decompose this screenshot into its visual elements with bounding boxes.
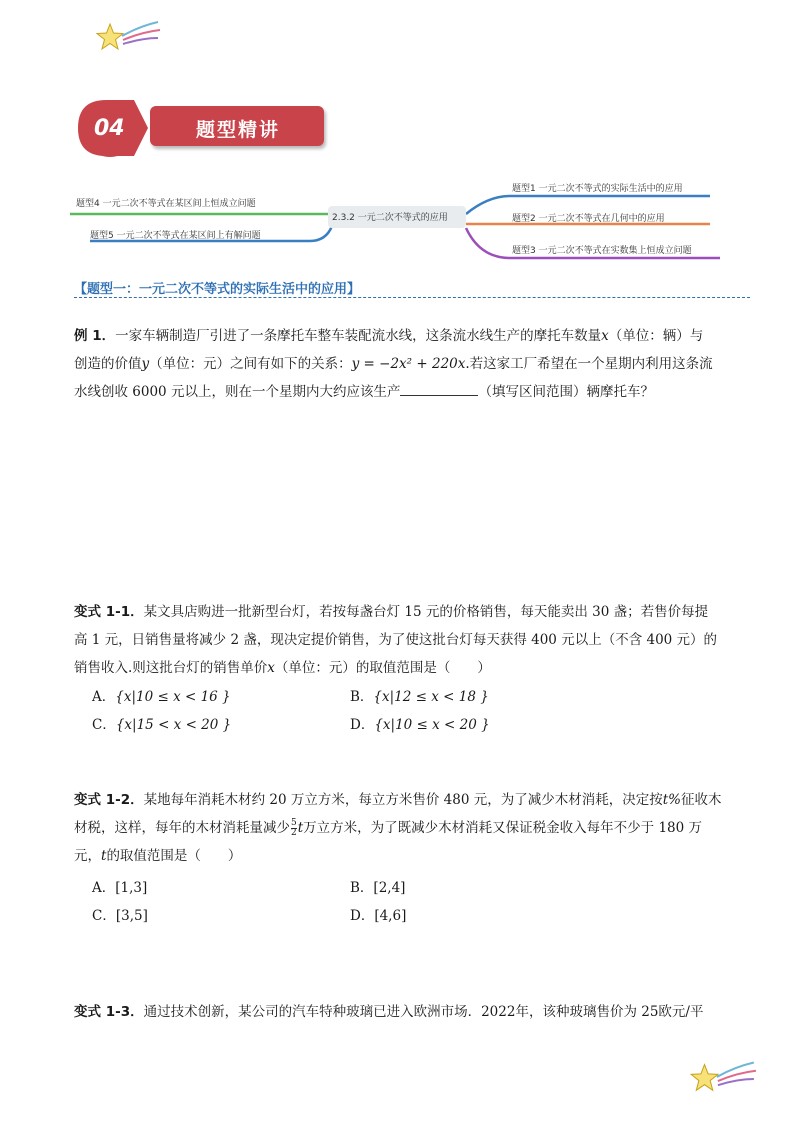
fraction: $\frac{5}{2}$ xyxy=(291,818,297,838)
star-decoration-icon xyxy=(686,1058,758,1100)
example-1-line-3: 水线创收 6000 元以上，则在一个星期内大约应该生产 （填写区间范围）辆摩托车？ xyxy=(74,378,754,406)
example-1-line-1: 例 1．一家车辆制造厂引进了一条摩托车整车装配流水线，这条流水线生产的摩托车数量x（单位：辆）与 xyxy=(74,328,704,344)
mindmap-item-1: 题型1 一元二次不等式的实际生活中的应用 xyxy=(512,184,683,194)
mindmap-item-2: 题型2 一元二次不等式在几何中的应用 xyxy=(512,214,665,224)
star-decoration-icon xyxy=(92,18,162,58)
variant-1-3-label: 变式 1-3． xyxy=(74,1004,144,1020)
section-title: 【题型一：一元二次不等式的实际生活中的应用】 xyxy=(74,282,361,297)
variant-1-1-label: 变式 1-1． xyxy=(74,604,144,620)
variant-1-3: 变式 1-3．通过技术创新，某公司的汽车特种玻璃已进入欧洲市场．2022年，该种玻璃售价为 25欧元/平 xyxy=(74,1004,704,1020)
mindmap-item-5: 题型5 一元二次不等式在某区间上有解问题 xyxy=(90,231,261,241)
option-b[interactable]: B．[2,4] xyxy=(350,880,406,896)
mindmap-center-node: 2.3.2 一元二次不等式的应用 xyxy=(332,213,448,223)
option-b[interactable]: B．{x|12 ≤ x < 18 } xyxy=(350,689,489,705)
banner-title: 题型精讲 xyxy=(196,119,281,141)
option-c[interactable]: C．[3,5] xyxy=(92,908,148,924)
example-1-formula: y = −2x² + 220x xyxy=(351,356,466,372)
section-number: 04 xyxy=(94,116,125,141)
variant-1-1: 变式 1-1．某文具店购进一批新型台灯，若按每盏台灯 15 元的价格销售，每天能卖出 30 盏；若售价每提 高 1 元，日销售量将减少 2 盏，现决定提价销售，为了使这批台灯每天获得 400 元以上（不含 400 元）的 销售收入.则这批台灯的销售单价x（单位：元）的取值范围是（ ） xyxy=(74,604,718,676)
option-a[interactable]: A．[1,3] xyxy=(92,880,148,896)
mindmap-item-4: 题型4 一元二次不等式在某区间上恒成立问题 xyxy=(76,199,256,209)
option-d[interactable]: D．[4,6] xyxy=(350,908,407,924)
answer-blank[interactable] xyxy=(400,381,478,396)
section-divider xyxy=(74,297,750,298)
option-a[interactable]: A．{x|10 ≤ x < 16 } xyxy=(92,689,231,705)
option-c[interactable]: C．{x|15 < x < 20 } xyxy=(92,717,232,733)
example-1-label: 例 1． xyxy=(74,328,116,344)
variant-1-2-label: 变式 1-2． xyxy=(74,792,144,808)
example-1 xyxy=(74,322,754,406)
example-1-line-2: 创造的价值y（单位：元）之间有如下的关系：y = −2x² + 220x.若这家工厂希望在一个星期内利用这条流 xyxy=(74,356,713,372)
mindmap-item-3: 题型3 一元二次不等式在实数集上恒成立问题 xyxy=(512,246,692,256)
variant-1-2: 变式 1-2．某地每年消耗木材约 20 万立方米，每立方米售价 480 元，为了减少木材消耗，决定按t%征收木 材税，这样，每年的木材消耗量减少 $\frac{5}{2}$ t万立方米，为了既减少木材消耗又保证税金收入每年不少于 180 万 元，t的取值范围是（ ） xyxy=(74,792,722,864)
option-d[interactable]: D．{x|10 ≤ x < 20 } xyxy=(350,717,490,733)
